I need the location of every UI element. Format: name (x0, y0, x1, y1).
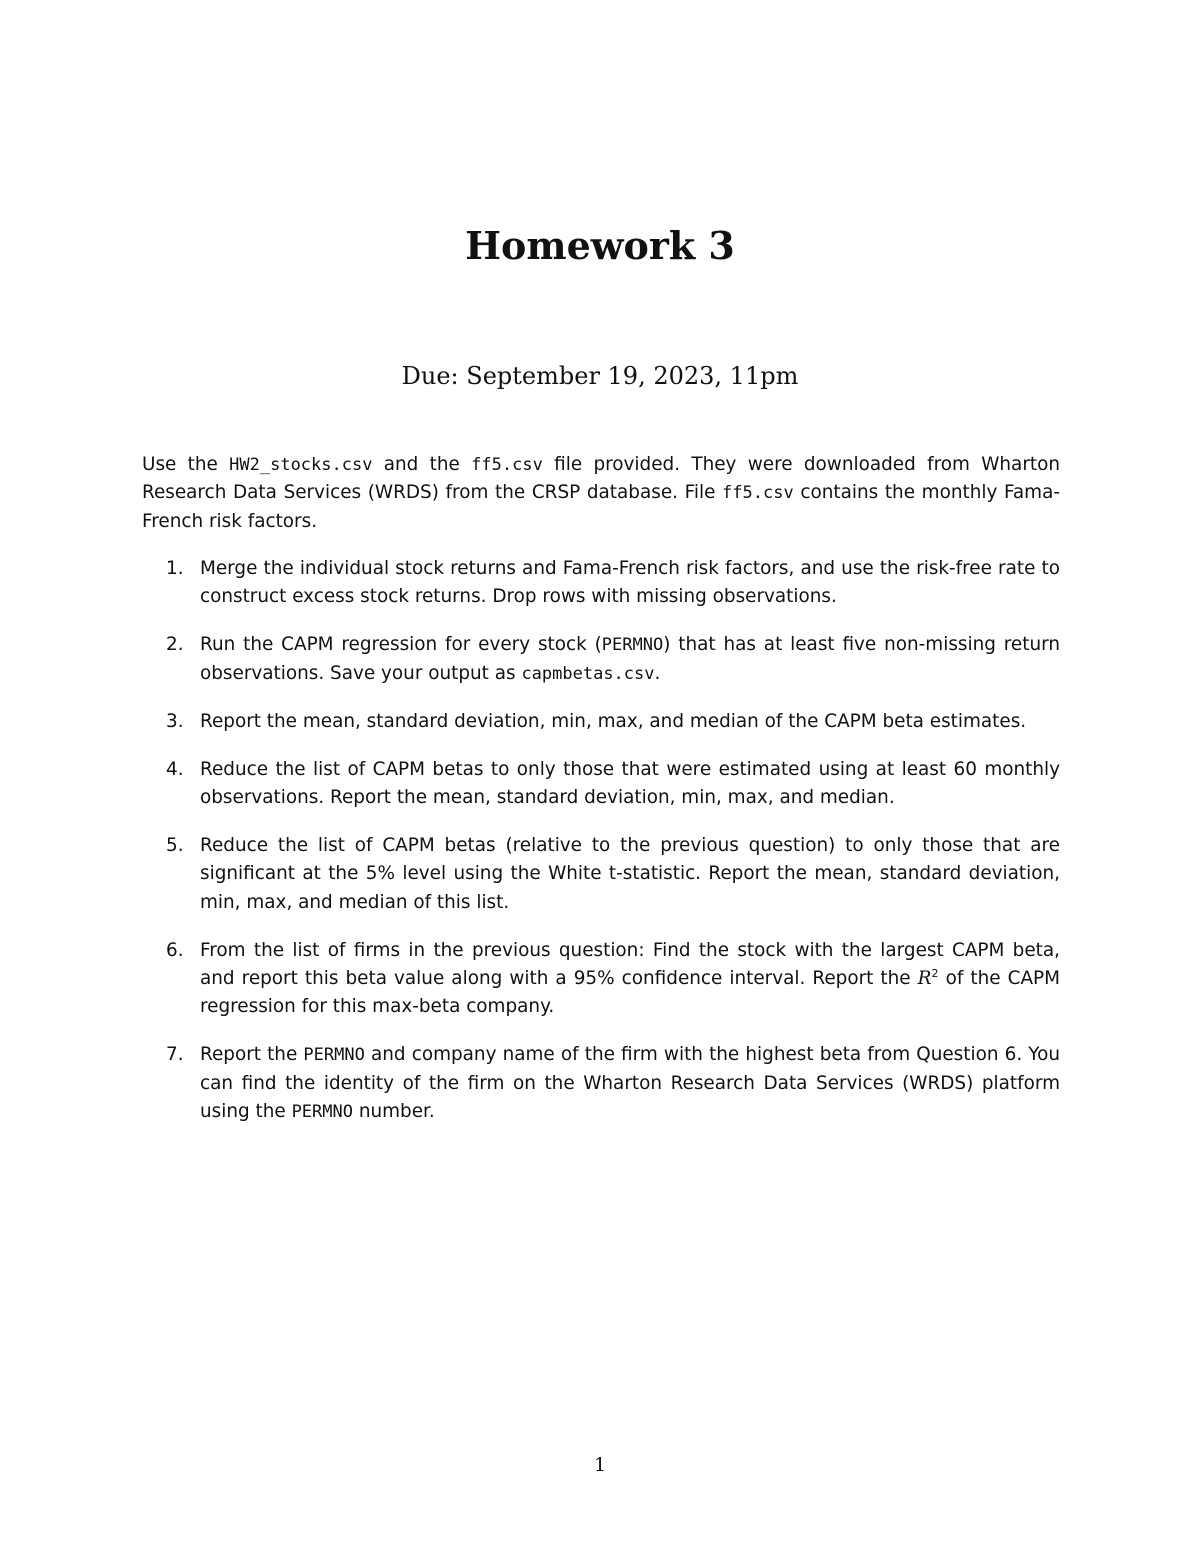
stocks-file-name: HW2_stocks.csv (229, 455, 373, 475)
page-number: 1 (593, 1454, 607, 1476)
question-5 (142, 832, 1060, 917)
question-number: 5. (166, 834, 184, 856)
factors-file-name: ff5.csv (471, 455, 543, 475)
question-number: 4. (166, 758, 184, 780)
question-7 (142, 1041, 1060, 1126)
question-2 (142, 631, 1060, 688)
question-text-part: and company name of the firm with the highest beta from Question 6. You can find the identity of the firm on the Wharton Research Data Services (WRDS) platform using the (200, 1044, 1061, 1123)
r-squared-exponent: 2 (931, 966, 939, 980)
intro-text-3: file provided. They were downloaded from Wharton Research Data Services (WRDS) from the CRSP database. File (142, 454, 1060, 504)
permno-code: PERMNO (291, 1102, 353, 1123)
question-text: Reduce the list of CAPM betas to only those that were estimated using at least 60 monthly observations. Report the mean, standard deviation, min, max, and median. (200, 758, 1060, 808)
question-text: Merge the individual stock returns and Fama-French risk factors, and use the risk-free rate to construct excess stock returns. Drop rows with missing observations. (200, 558, 1060, 608)
question-text-part: From the list of firms in the previous question: Find the stock with the largest CAPM beta, and report this beta value along with a 95% confidence interval. Report the (200, 939, 1060, 989)
question-text-part: ) that has at least five non-missing return observations. Save your output as (200, 634, 1060, 684)
permno-code: PERMNO (601, 635, 664, 656)
question-number: 2. (166, 634, 184, 656)
r-squared-symbol: R (917, 967, 932, 989)
question-6 (142, 937, 1060, 1022)
question-text: Report the mean, standard deviation, min, max, and median of the CAPM beta estimates. (200, 710, 1027, 732)
question-text: Reduce the list of CAPM betas (relative to the previous question) to only those that are significant at the 5% level using the White t-statistic. Report the mean, standard deviation, min, max, and median of this list. (200, 834, 1060, 913)
question-text-part: of the CAPM regression for this max-beta company. (200, 967, 1060, 1018)
permno-code: PERMNO (303, 1045, 365, 1066)
question-text-part: Run the CAPM regression for every stock ( (200, 634, 602, 656)
question-number: 7. (166, 1044, 184, 1066)
question-text-part: . (654, 662, 661, 684)
intro-paragraph (142, 451, 1060, 536)
question-text (200, 1041, 1060, 1126)
question-list (142, 555, 1060, 1146)
question-number: 3. (166, 710, 184, 732)
question-4 (142, 756, 1060, 813)
question-text-part: Report the (200, 1044, 304, 1066)
intro-text-2: and the (372, 454, 472, 475)
question-3 (142, 708, 1060, 736)
intro-text-4: contains the monthly Fama-French risk factors. (142, 482, 1060, 532)
intro-text-1: Use the (142, 454, 230, 475)
document-title: Homework 3 (465, 223, 735, 268)
question-text (200, 937, 1060, 1022)
factors-file-name-2: ff5.csv (722, 483, 794, 504)
output-file-name: capmbetas.csv (521, 663, 655, 684)
question-text (200, 631, 1060, 688)
question-text-part: number. (352, 1101, 435, 1123)
question-1 (142, 555, 1060, 612)
due-date: Due: September 19, 2023, 11pm (401, 362, 799, 390)
question-number: 1. (166, 558, 184, 579)
question-number: 6. (166, 939, 184, 961)
